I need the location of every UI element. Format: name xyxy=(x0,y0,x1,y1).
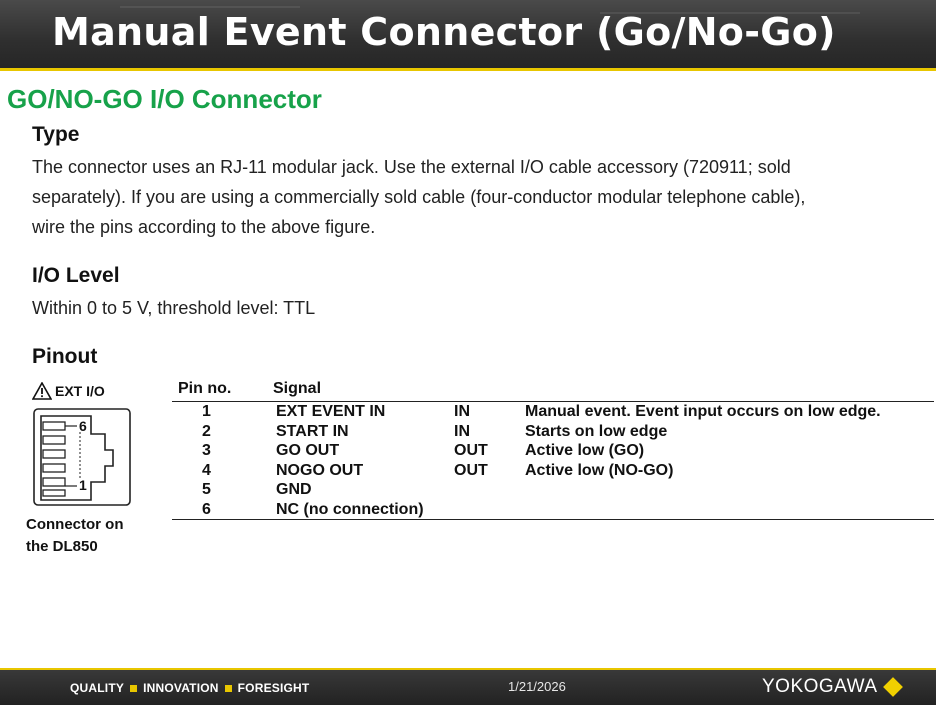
signal-direction: IN xyxy=(454,422,470,440)
ext-io-text: EXT I/O xyxy=(55,383,105,399)
signal-direction: OUT xyxy=(454,442,488,459)
pin-number: 5 xyxy=(202,481,211,498)
connector-caption-line-1: Connector on xyxy=(26,516,124,533)
yellow-square-icon xyxy=(225,685,232,692)
type-paragraph xyxy=(32,152,927,242)
table-row xyxy=(0,462,936,481)
table-row xyxy=(0,481,936,500)
type-line-3: wire the pins according to the above figure. xyxy=(32,217,376,237)
signal-description: Starts on low edge xyxy=(525,422,668,440)
signal-name: EXT EVENT IN xyxy=(276,403,386,420)
signal-description: Manual event. Event input occurs on low edge. xyxy=(525,403,881,420)
signal-name: START IN xyxy=(276,422,349,440)
type-heading: Type xyxy=(32,123,80,146)
section-title: GO/NO-GO I/O Connector xyxy=(7,84,322,114)
tagline-foresight: FORESIGHT xyxy=(237,681,310,695)
io-level-text: Within 0 to 5 V, threshold level: TTL xyxy=(32,298,316,318)
pin-column-header: Pin no. xyxy=(178,380,232,397)
signal-name: GO OUT xyxy=(276,442,340,459)
warning-icon xyxy=(32,382,52,400)
diamond-logo-icon xyxy=(883,677,903,697)
footer-tagline xyxy=(70,681,309,695)
pin-1-label: 1 xyxy=(79,477,87,493)
pin-number: 6 xyxy=(202,500,211,518)
signal-name: GND xyxy=(276,481,312,498)
brand-logo xyxy=(762,676,900,698)
connector-caption xyxy=(26,514,124,558)
signal-column-header: Signal xyxy=(273,380,322,397)
table-row xyxy=(0,423,936,442)
signal-direction: IN xyxy=(454,403,470,420)
signal-description: Active low (NO-GO) xyxy=(525,461,674,479)
pinout-heading: Pinout xyxy=(32,345,98,368)
yellow-square-icon xyxy=(130,685,137,692)
table-bottom-rule xyxy=(172,519,934,520)
header-decoration xyxy=(120,6,300,8)
pin-number: 2 xyxy=(202,422,211,440)
footer-date: 1/21/2026 xyxy=(508,679,566,694)
table-top-rule xyxy=(172,401,934,402)
footer-accent-line xyxy=(0,668,936,670)
table-row xyxy=(0,501,936,520)
pin-number: 1 xyxy=(202,403,211,420)
type-line-1: The connector uses an RJ-11 modular jack. Use the external I/O cable accessory (720911; sold xyxy=(32,157,791,177)
connector-caption-line-2: the DL850 xyxy=(26,538,98,555)
footer-bar xyxy=(0,668,936,705)
title-bar xyxy=(0,0,936,68)
signal-name: NOGO OUT xyxy=(276,461,364,479)
brand-name: YOKOGAWA xyxy=(762,676,878,697)
table-row xyxy=(0,403,936,422)
type-line-2: separately). If you are using a commercially sold cable (four-conductor modular telephone cable), xyxy=(32,187,806,207)
signal-direction: OUT xyxy=(454,461,488,479)
io-level-heading: I/O Level xyxy=(32,264,120,287)
ext-io-label xyxy=(32,382,105,400)
pin-6-label: 6 xyxy=(79,418,87,434)
pin-number: 3 xyxy=(202,442,211,459)
table-row xyxy=(0,442,936,461)
tagline-innovation: INNOVATION xyxy=(143,681,219,695)
tagline-quality: QUALITY xyxy=(70,681,125,695)
slide-title: Manual Event Connector (Go/No-Go) xyxy=(52,10,836,54)
header-accent-line xyxy=(0,68,936,71)
signal-name: NC (no connection) xyxy=(276,500,424,518)
signal-description: Active low (GO) xyxy=(525,442,645,459)
pin-number: 4 xyxy=(202,461,211,479)
